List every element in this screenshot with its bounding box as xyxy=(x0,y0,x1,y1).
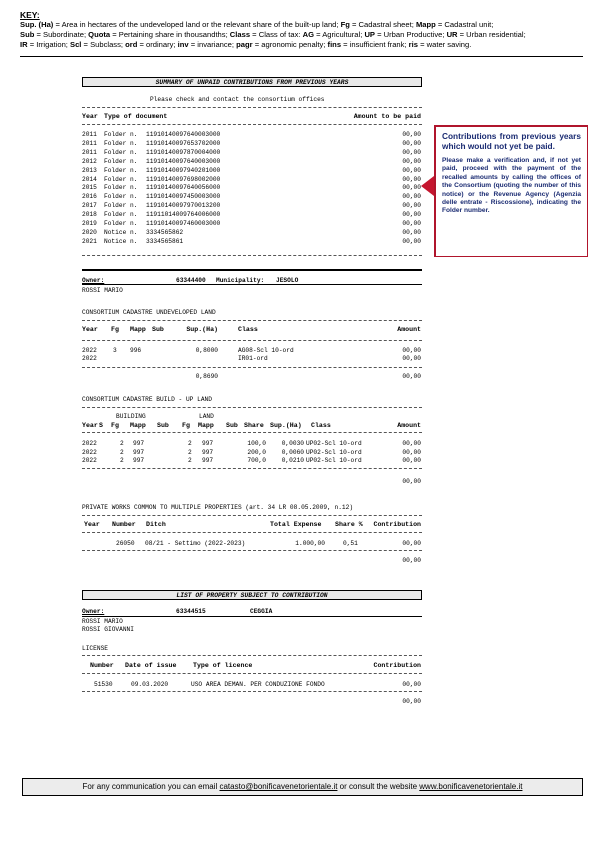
key-segment: fins xyxy=(327,40,342,49)
undeveloped-class: IR01-ord xyxy=(238,355,268,362)
key-line xyxy=(20,20,585,30)
footer-website-link[interactable]: www.bonificavenetorientale.it xyxy=(419,782,523,791)
unpaid-amount: 00,00 xyxy=(402,220,421,227)
key-segment: IR xyxy=(20,40,28,49)
built-col-header: Sup.(Ha) xyxy=(270,422,302,429)
private-col-header: Share % xyxy=(335,521,363,528)
key-segment: = water saving. xyxy=(417,40,472,49)
divider xyxy=(82,432,422,433)
undeveloped-col-header: Amount xyxy=(397,326,421,333)
divider xyxy=(82,550,422,551)
key-segment: ord xyxy=(125,40,138,49)
unpaid-year: 2020 xyxy=(82,228,97,236)
key-segment: = Subclass; xyxy=(81,40,126,49)
private-col-header: Number xyxy=(112,521,136,528)
license-col-header: Type of licence xyxy=(193,662,253,669)
undeveloped-col-header: Year xyxy=(82,326,98,333)
key-segment: Fg xyxy=(340,20,350,29)
key-segment: = Urban residential; xyxy=(457,30,526,39)
undeveloped-amount: 00,00 xyxy=(402,347,421,354)
private-col-header: Year xyxy=(84,521,100,528)
unpaid-col-doc: Type of document xyxy=(104,113,168,120)
key-segment: UP xyxy=(364,30,376,39)
unpaid-number: 11910140097870004000 xyxy=(146,148,221,156)
unpaid-type: Folder n. xyxy=(104,193,138,201)
divider xyxy=(82,673,422,674)
built-col-header: Mapp xyxy=(130,422,146,429)
built-share: 200,0 xyxy=(247,448,266,456)
key-segment: pagr xyxy=(236,40,253,49)
undeveloped-mapp: 996 xyxy=(130,347,142,354)
property-owner-code: 63344515 xyxy=(176,608,206,615)
owner-label: Owner: xyxy=(82,277,105,284)
built-col-header: Fg xyxy=(182,422,190,429)
built-year: 2022 xyxy=(82,440,97,447)
built-col-header: S xyxy=(99,422,103,429)
key-segment: = Subordinate; xyxy=(34,30,89,39)
built-col-header: Sub xyxy=(157,422,169,429)
key-segment: Scl xyxy=(70,40,82,49)
unpaid-number: 11910140097640003000 xyxy=(146,157,221,165)
divider xyxy=(82,107,422,108)
callout-body: Please make a verification and, if not yet paid, proceed with the payment of the recalled amounts by calling the offices of the Consortium (quoting the number of this notice) or the Revenue Agency (Agenzia delle entrate - Riscossione), indicating the Folder number. xyxy=(442,157,581,215)
private-share: 0,51 xyxy=(343,540,358,547)
key-segment: inv xyxy=(177,40,189,49)
municipality-name: JESOLO xyxy=(276,277,299,284)
key-segment: Class xyxy=(229,30,251,39)
unpaid-number: 11910140097460003000 xyxy=(146,220,221,227)
unpaid-amount: 00,00 xyxy=(402,157,421,165)
callout-arrow-icon xyxy=(421,176,434,196)
unpaid-amount: 00,00 xyxy=(402,228,421,236)
footer-contact xyxy=(22,778,583,796)
key-divider xyxy=(20,56,583,57)
key-segment: = Irrigation; xyxy=(27,40,71,49)
built-fg2: 2 xyxy=(188,457,192,465)
built-sup: 0,0060 xyxy=(281,448,304,456)
unpaid-amount: 00,00 xyxy=(402,193,421,201)
municipality-label: Municipality: xyxy=(216,277,265,284)
unpaid-amount: 00,00 xyxy=(402,166,421,174)
built-total-amount: 00,00 xyxy=(402,478,421,485)
built-sup: 0,0210 xyxy=(281,457,304,465)
license-type: USO AREA DEMAN. PER CONDUZIONE FONDO xyxy=(191,681,325,688)
divider xyxy=(82,340,422,341)
built-group-land: LAND xyxy=(199,413,214,420)
undeveloped-col-header: Sub xyxy=(152,326,164,333)
unpaid-type: Folder n. xyxy=(104,220,138,227)
unpaid-amount: 00,00 xyxy=(402,139,421,147)
license-col-header: Date of issue xyxy=(125,662,177,669)
unpaid-year: 2019 xyxy=(82,220,97,227)
unpaid-section-header xyxy=(82,77,422,87)
unpaid-year: 2012 xyxy=(82,157,97,165)
private-col-header: Contribution xyxy=(373,521,421,528)
unpaid-section-title: SUMMARY OF UNPAID CONTRIBUTIONS FROM PREVIOUS YEARS xyxy=(155,79,349,86)
unpaid-amount: 00,00 xyxy=(402,131,421,138)
unpaid-type: Folder n. xyxy=(104,184,138,192)
key-segment: = Area in hectares of the undeveloped land or the relevant share of the built-up land; xyxy=(53,20,341,29)
unpaid-year: 2018 xyxy=(82,211,97,219)
built-class: UP02-Scl 10-ord xyxy=(306,448,362,456)
divider xyxy=(82,407,422,408)
built-s: 2 xyxy=(120,457,124,465)
undeveloped-total-amount: 00,00 xyxy=(402,373,421,380)
owner-code: 63344400 xyxy=(176,277,206,284)
key-segment: = Cadastral sheet; xyxy=(349,20,416,29)
unpaid-type: Folder n. xyxy=(104,166,138,174)
unpaid-number: 11910140097698002000 xyxy=(146,175,221,183)
undeveloped-col-header: Mapp xyxy=(130,326,146,333)
unpaid-amount: 00,00 xyxy=(402,211,421,219)
property-owner-label: Owner: xyxy=(82,608,105,615)
unpaid-amount: 00,00 xyxy=(402,148,421,156)
unpaid-type: Folder n. xyxy=(104,157,138,165)
built-amount: 00,00 xyxy=(402,448,421,456)
unpaid-col-amount: Amount to be paid xyxy=(353,113,421,120)
divider xyxy=(82,269,422,271)
private-number: 26050 xyxy=(116,540,135,547)
key-segment: Mapp xyxy=(415,20,436,29)
unpaid-number: 11910140097640056000 xyxy=(146,184,221,192)
unpaid-number: 3334565861 xyxy=(146,237,184,245)
unpaid-col-year: Year xyxy=(82,113,98,120)
built-fg: 997 xyxy=(133,448,145,456)
key-segment: AG xyxy=(302,30,314,39)
unpaid-year: 2015 xyxy=(82,184,97,192)
private-col-header: Ditch xyxy=(146,521,166,528)
divider xyxy=(82,255,422,256)
license-label: LICENSE xyxy=(82,645,108,652)
built-amount: 00,00 xyxy=(402,440,421,447)
license-total: 00,00 xyxy=(402,698,421,705)
unpaid-number: 11910140097640003000 xyxy=(146,131,221,138)
private-contribution: 00,00 xyxy=(402,540,421,547)
legend-key xyxy=(20,10,585,50)
unpaid-year: 2011 xyxy=(82,131,97,138)
built-mapp2: 997 xyxy=(202,457,214,465)
unpaid-year: 2017 xyxy=(82,202,97,210)
unpaid-type: Folder n. xyxy=(104,139,138,147)
key-segment: = Cadastral unit; xyxy=(435,20,494,29)
unpaid-number: 11911014009764006000 xyxy=(146,211,221,219)
built-amount: 00,00 xyxy=(402,457,421,465)
unpaid-amount: 00,00 xyxy=(402,184,421,192)
unpaid-type: Notice n. xyxy=(104,237,138,245)
private-col-header: Total Expense xyxy=(270,521,322,528)
key-segment: ris xyxy=(408,40,418,49)
callout-heading: Contributions from previous years which would not yet be paid. xyxy=(442,131,581,151)
divider xyxy=(82,532,422,533)
key-segment: = Agricultural; xyxy=(314,30,365,39)
unpaid-type: Folder n. xyxy=(104,148,138,156)
unpaid-year: 2013 xyxy=(82,166,97,174)
private-expense: 1.000,00 xyxy=(295,540,325,547)
unpaid-year: 2014 xyxy=(82,175,97,183)
built-year: 2022 xyxy=(82,457,97,465)
unpaid-amount: 00,00 xyxy=(402,237,421,245)
undeveloped-sup: 0,8000 xyxy=(195,347,218,354)
unpaid-number: 11910140097970013200 xyxy=(146,202,221,210)
key-line xyxy=(20,30,585,40)
built-col-header: Class xyxy=(311,422,331,429)
key-segment: = insufficient frank; xyxy=(341,40,409,49)
undeveloped-col-header: Fg xyxy=(111,326,119,333)
undeveloped-fg: 3 xyxy=(113,347,117,354)
key-segment: Quota xyxy=(88,30,111,39)
property-municipality: CEGGIA xyxy=(250,608,273,615)
unpaid-number: 3334565862 xyxy=(146,228,184,236)
footer-email-link[interactable]: catasto@bonificavenetorientale.it xyxy=(219,782,338,791)
built-fg2: 2 xyxy=(188,448,192,456)
undeveloped-total-sup: 0,8690 xyxy=(195,373,218,380)
key-segment: Sup. (Ha) xyxy=(20,20,54,29)
unpaid-number: 11910140097450003000 xyxy=(146,193,221,201)
unpaid-year: 2016 xyxy=(82,193,97,201)
undeveloped-col-header: Sup.(Ha) xyxy=(186,326,218,333)
key-segment: = ordinary; xyxy=(137,40,178,49)
undeveloped-year: 2022 xyxy=(82,347,97,354)
divider xyxy=(82,468,422,469)
divider xyxy=(82,616,422,617)
key-segment: = invariance; xyxy=(188,40,237,49)
built-share: 700,0 xyxy=(247,457,266,465)
private-ditch: 08/21 - Settimo (2022-2023) xyxy=(145,540,246,547)
license-date: 09.03.2020 xyxy=(131,681,169,688)
footer-mid: or consult the website xyxy=(337,782,420,791)
unpaid-amount: 00,00 xyxy=(402,175,421,183)
unpaid-type: Folder n. xyxy=(104,202,138,210)
key-segment: Sub xyxy=(20,30,35,39)
unpaid-year: 2011 xyxy=(82,139,97,147)
built-year: 2022 xyxy=(82,448,97,456)
unpaid-year: 2021 xyxy=(82,237,97,245)
undeveloped-class: AG08-Scl 10-ord xyxy=(238,347,294,354)
property-section-header xyxy=(82,590,422,600)
built-s: 2 xyxy=(120,440,124,447)
built-col-header: Year xyxy=(82,422,98,429)
unpaid-callout xyxy=(434,125,588,257)
unpaid-amount: 00,00 xyxy=(402,202,421,210)
property-name-2: ROSSI GIOVANNI xyxy=(82,626,134,633)
owner-name: ROSSI MARIO xyxy=(82,287,123,294)
built-fg2: 2 xyxy=(188,440,192,447)
unpaid-number: 11910140097940201000 xyxy=(146,166,221,174)
built-sup: 0,0030 xyxy=(281,440,304,447)
key-segment: = Pertaining share in thousandths; xyxy=(110,30,230,39)
built-share: 100,0 xyxy=(247,440,266,447)
license-col-header: Number xyxy=(90,662,114,669)
divider xyxy=(82,124,422,125)
key-segment: UR xyxy=(446,30,458,39)
divider xyxy=(82,320,422,321)
unpaid-subtitle: Please check and contact the consortium offices xyxy=(150,96,325,103)
divider xyxy=(82,515,422,516)
unpaid-year: 2011 xyxy=(82,148,97,156)
license-col-header: Contribution xyxy=(373,662,421,669)
license-number: 51530 xyxy=(94,681,113,688)
key-segment: = Urban Productive; xyxy=(375,30,447,39)
built-mapp2: 997 xyxy=(202,440,214,447)
key-line xyxy=(20,40,585,50)
built-title: CONSORTIUM CADASTRE BUILD - UP LAND xyxy=(82,396,212,403)
unpaid-type: Folder n. xyxy=(104,211,138,219)
private-title: PRIVATE WORKS COMMON TO MULTIPLE PROPERTIES (art. 34 LR 08.05.2009, n.12) xyxy=(82,504,354,511)
unpaid-number: 11910140097653702000 xyxy=(146,139,221,147)
divider xyxy=(82,691,422,692)
built-col-header: Mapp xyxy=(198,422,214,429)
license-contribution: 00,00 xyxy=(402,681,421,688)
built-col-header: Amount xyxy=(397,422,421,429)
built-fg: 997 xyxy=(133,457,145,465)
unpaid-type: Notice n. xyxy=(104,228,138,236)
built-mapp2: 997 xyxy=(202,448,214,456)
built-fg: 997 xyxy=(133,440,145,447)
built-col-header: Share xyxy=(244,422,264,429)
built-col-header: Sub xyxy=(226,422,238,429)
undeveloped-col-header: Class xyxy=(238,326,258,333)
built-class: UP02-Scl 10-ord xyxy=(306,440,362,447)
unpaid-type: Folder n. xyxy=(104,131,138,138)
built-col-header: Fg xyxy=(111,422,119,429)
footer-pre: For any communication you can email xyxy=(82,782,220,791)
undeveloped-year: 2022 xyxy=(82,355,97,362)
key-title: KEY: xyxy=(20,10,40,20)
divider xyxy=(82,367,422,368)
built-s: 2 xyxy=(120,448,124,456)
built-group-building: BUILDING xyxy=(116,413,146,420)
divider xyxy=(82,284,422,285)
key-lines xyxy=(20,20,585,50)
property-name-1: ROSSI MARIO xyxy=(82,618,123,625)
key-segment: = Class of tax: xyxy=(250,30,303,39)
property-section-title: LIST OF PROPERTY SUBJECT TO CONTRIBUTION xyxy=(176,592,328,599)
key-segment: = agronomic penalty; xyxy=(252,40,328,49)
private-total: 00,00 xyxy=(402,557,421,564)
undeveloped-amount: 00,00 xyxy=(402,355,421,362)
unpaid-type: Folder n. xyxy=(104,175,138,183)
divider xyxy=(82,655,422,656)
undeveloped-title: CONSORTIUM CADASTRE UNDEVELOPED LAND xyxy=(82,309,216,316)
built-class: UP02-Scl 10-ord xyxy=(306,457,362,465)
